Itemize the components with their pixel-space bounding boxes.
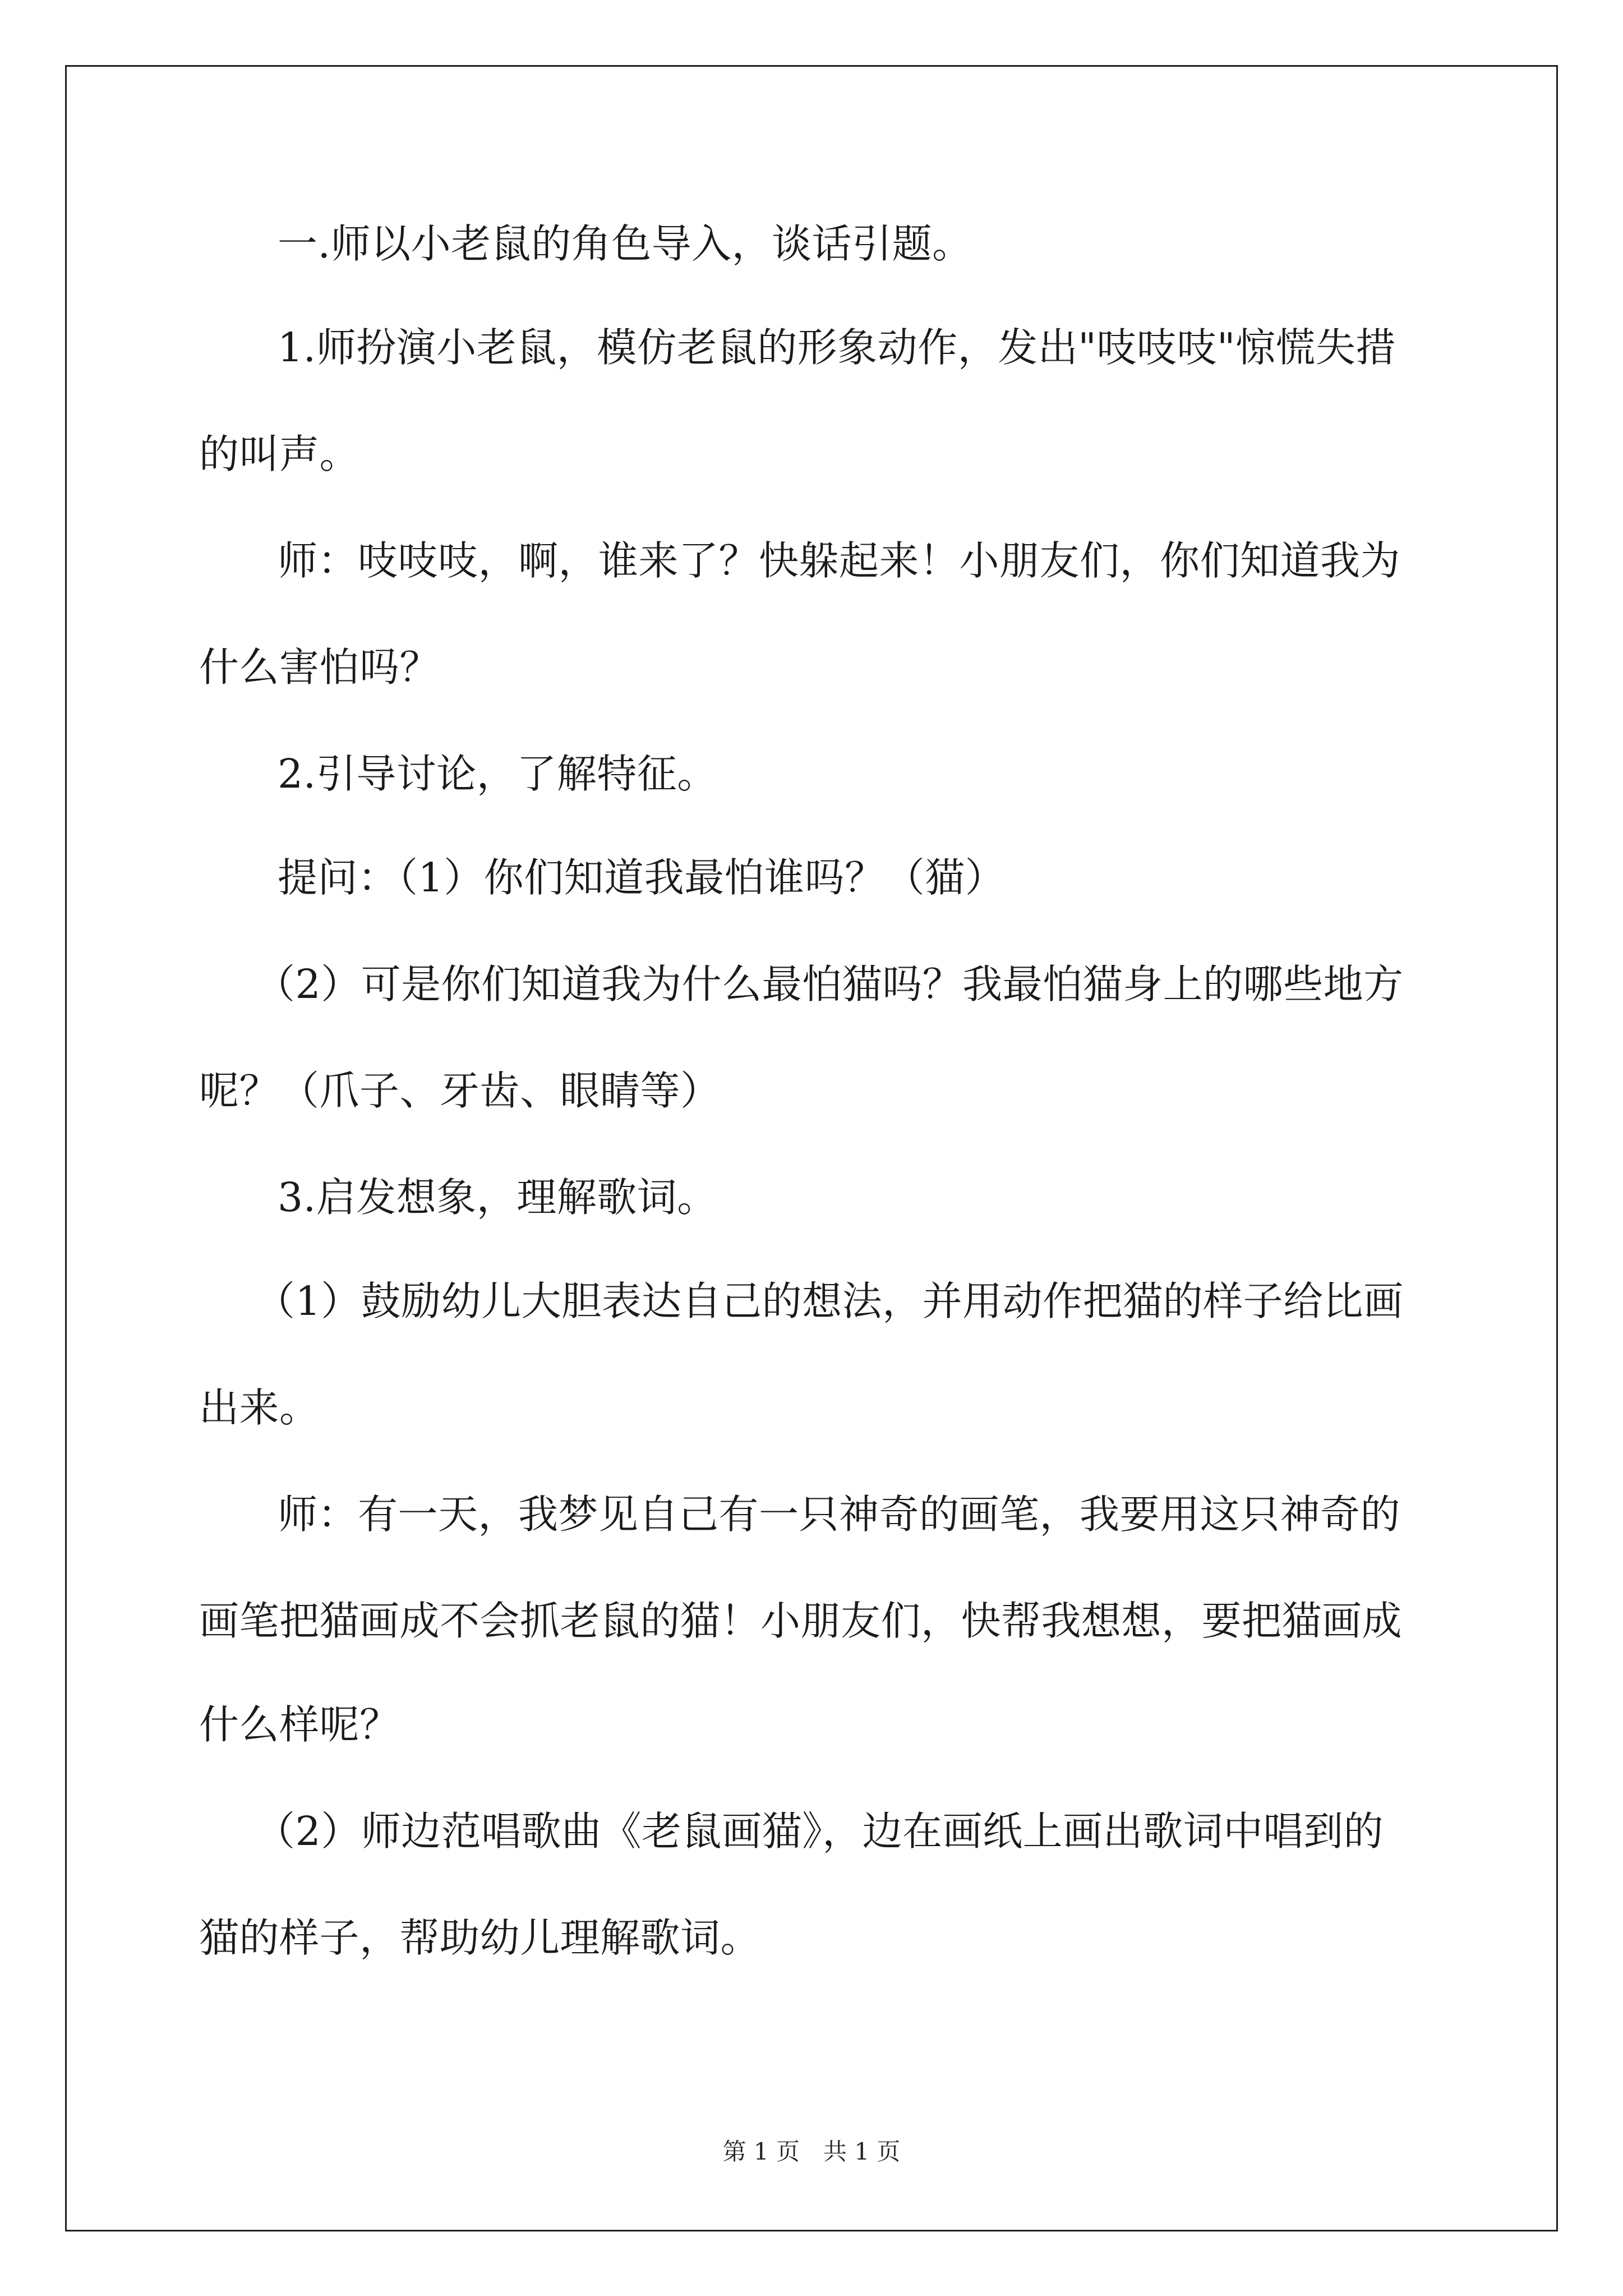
page-number: 第 1 页 共 1 页 <box>722 2138 901 2165</box>
paragraph-line: （1）鼓励幼儿大胆表达自己的想法，并用动作把猫的样子给比画 <box>255 1278 1404 1324</box>
paragraph-line: 画笔把猫画成不会抓老鼠的猫！小朋友们，快帮我想想，要把猫画成 <box>199 1598 1403 1644</box>
paragraph-line: 出来。 <box>199 1384 320 1431</box>
paragraph-line: 师：有一天，我梦见自己有一只神奇的画笔，我要用这只神奇的 <box>278 1491 1401 1538</box>
paragraph-line: 1.师扮演小老鼠，模仿老鼠的形象动作，发出"吱吱吱"惊慌失措 <box>278 324 1396 371</box>
paragraph-line: 师：吱吱吱，啊，谁来了？快躲起来！小朋友们，你们知道我为 <box>278 537 1401 584</box>
paragraph-line: 2.引导讨论，了解特征。 <box>278 751 717 797</box>
paragraph-line: 什么样呢？ <box>199 1701 400 1748</box>
paragraph-line: 3.启发想象，理解歌词。 <box>278 1174 717 1221</box>
paragraph-line: （2）可是你们知道我为什么最怕猫吗？我最怕猫身上的哪些地方 <box>255 961 1404 1007</box>
paragraph-line: 提问：（1）你们知道我最怕谁吗？（猫） <box>278 854 1006 901</box>
paragraph-line: 的叫声。 <box>199 431 360 477</box>
paragraph-line: 什么害怕吗？ <box>199 644 440 691</box>
paragraph-line: 猫的样子，帮助幼儿理解歌词。 <box>199 1915 761 1961</box>
paragraph-line: （2）师边范唱歌曲《老鼠画猫》，边在画纸上画出歌词中唱到的 <box>255 1808 1384 1855</box>
paragraph-line: 一.师以小老鼠的角色导入，谈话引题。 <box>278 220 972 267</box>
page-border <box>65 65 1558 2231</box>
paragraph-line: 呢？（爪子、牙齿、眼睛等） <box>199 1068 721 1114</box>
